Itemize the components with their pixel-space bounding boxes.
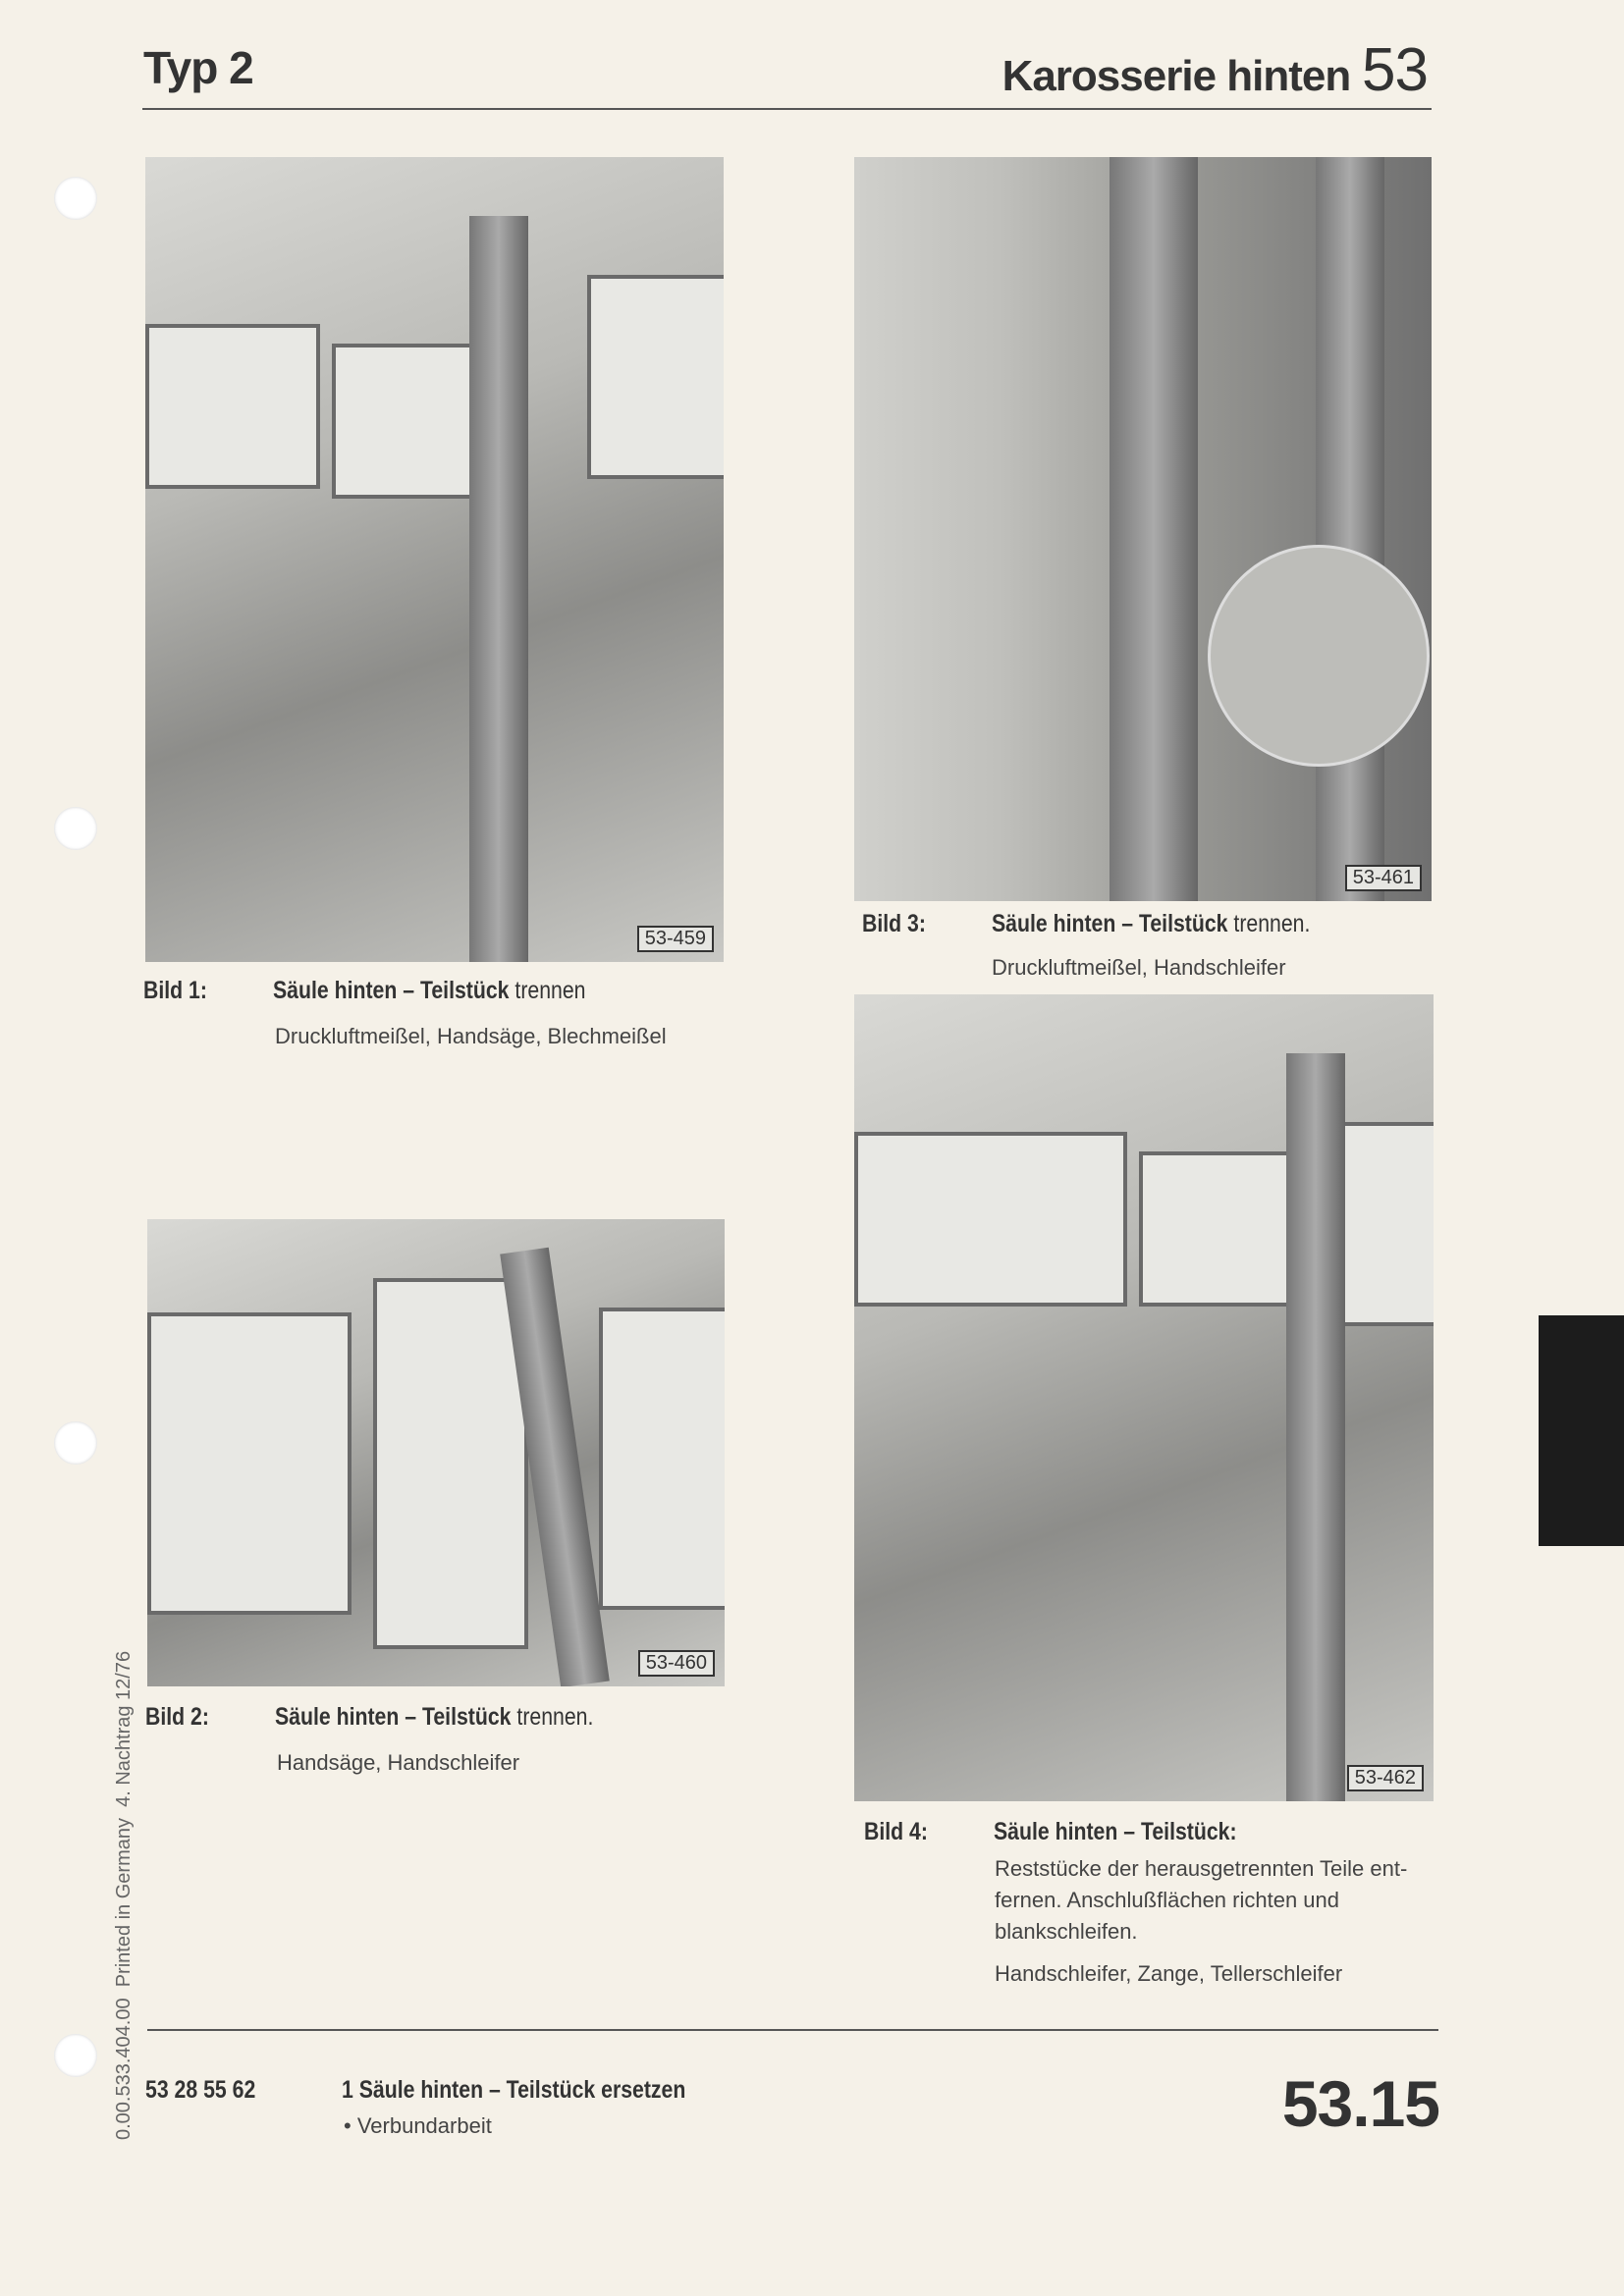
section-title <box>1002 35 1428 105</box>
page-number: 53.15 <box>1281 2067 1439 2140</box>
tools-list: Druckluftmeißel, Handschleifer <box>992 955 1286 980</box>
section-title-text: Karosserie hinten <box>1001 52 1351 100</box>
tools-list: Handsäge, Handschleifer <box>277 1750 520 1775</box>
description-line: fernen. Anschlußflächen richten und <box>995 1888 1340 1912</box>
photo-bild-1 <box>145 157 724 962</box>
figure-title: Säule hinten – Teilstück trennen <box>273 977 586 1004</box>
figure-title: Säule hinten – Teilstück: <box>994 1818 1237 1845</box>
description-line: Reststücke der herausgetrennten Teile ent- <box>995 1856 1408 1881</box>
punch-hole <box>54 1421 97 1465</box>
tools-list: Druckluftmeißel, Handsäge, Blechmeißel <box>275 1024 667 1048</box>
photo-id: 53-459 <box>637 926 714 952</box>
register-tab <box>1539 1315 1624 1546</box>
figure-label: Bild 1: <box>143 977 207 1004</box>
operation-note <box>344 2110 492 2142</box>
figure-label: Bild 2: <box>145 1703 209 1731</box>
punch-hole <box>54 807 97 850</box>
operation-title: 1 Säule hinten – Teilstück ersetzen <box>342 2076 686 2104</box>
photo-id: 53-460 <box>638 1650 715 1677</box>
operation-number: 53 28 55 62 <box>145 2076 256 2104</box>
bullet: • <box>344 2113 352 2138</box>
photo-id: 53-462 <box>1347 1765 1424 1791</box>
note-text: Verbundarbeit <box>356 2113 492 2138</box>
figure-title: Säule hinten – Teilstück trennen. <box>275 1703 594 1731</box>
print-info: 0.00.533.404.00 Printed in Germany 4. Nachtrag 12/76 <box>113 1650 135 2140</box>
description-line: blankschleifen. <box>995 1919 1138 1944</box>
figure-title: Säule hinten – Teilstück trennen. <box>992 910 1311 937</box>
photo-bild-4 <box>854 994 1434 1801</box>
header-rule <box>142 108 1432 110</box>
section-number: 53 <box>1362 36 1428 104</box>
photo-id: 53-461 <box>1345 865 1422 891</box>
type-label: Typ 2 <box>143 42 253 93</box>
footer-rule <box>147 2029 1438 2031</box>
punch-hole <box>54 177 97 220</box>
figure-label: Bild 3: <box>862 910 926 937</box>
photo-bild-3 <box>854 157 1432 901</box>
punch-hole <box>54 2034 97 2077</box>
figure-label: Bild 4: <box>864 1818 928 1845</box>
photo-bild-2 <box>147 1219 725 1686</box>
tools-list: Handschleifer, Zange, Tellerschleifer <box>995 1961 1343 1986</box>
